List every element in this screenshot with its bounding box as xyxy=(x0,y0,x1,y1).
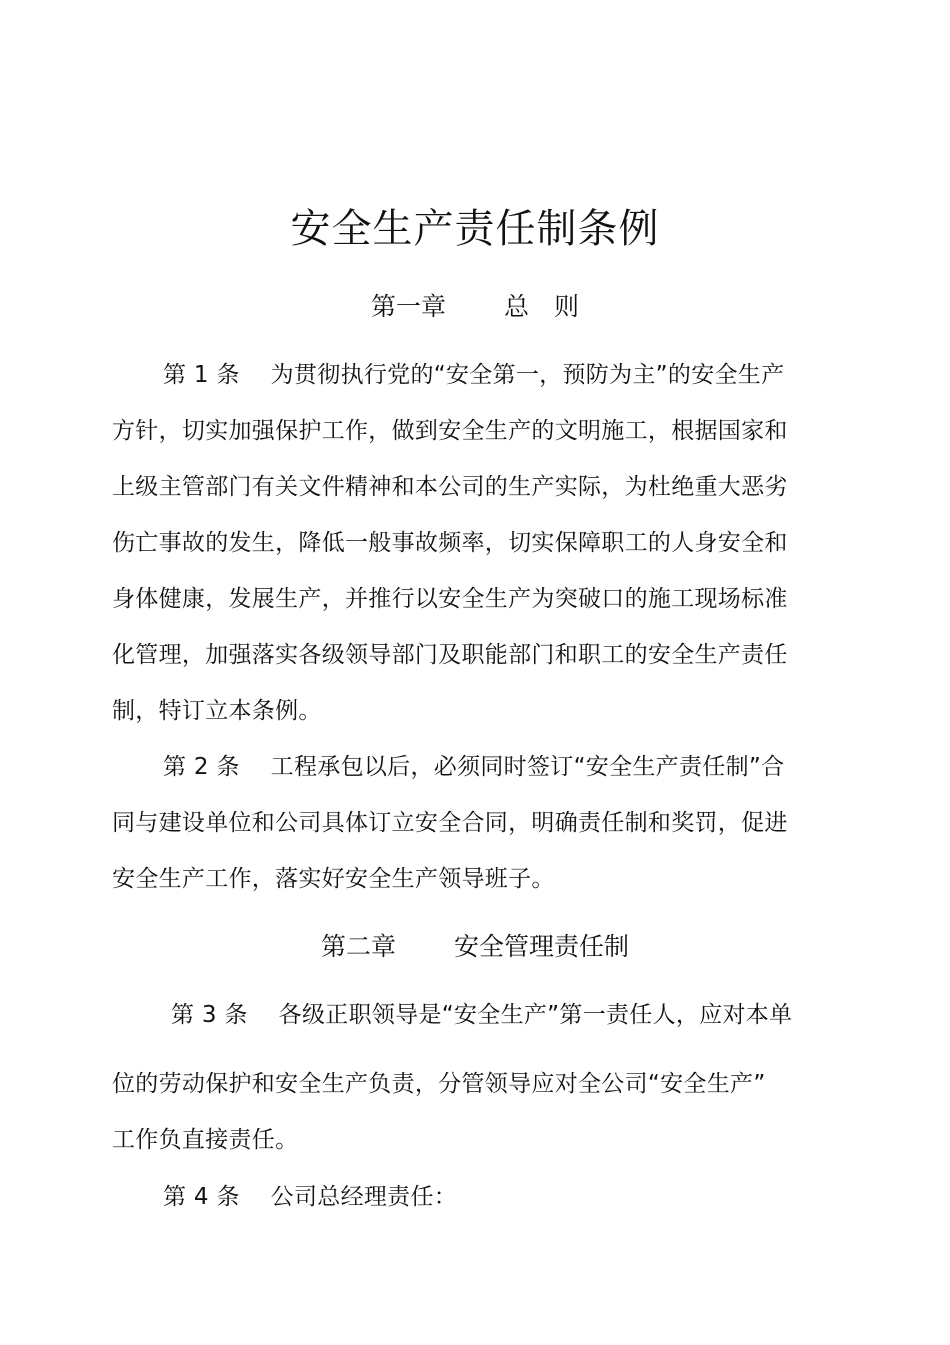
article-3-line-1: 第 3 条 各级正职领导是“安全生产”第一责任人，应对本单 xyxy=(171,1002,793,1028)
article-1-line-7: 制，特订立本条例。 xyxy=(112,698,322,724)
article-1-line-6: 化管理，加强落实各级领导部门及职能部门和职工的安全生产责任 xyxy=(112,642,788,668)
article-2-line-1: 第 2 条 工程承包以后，必须同时签订“安全生产责任制”合 xyxy=(163,754,785,780)
article-4-line-1: 第 4 条 公司总经理责任： xyxy=(163,1184,458,1210)
chapter-name: 安全管理责任制 xyxy=(453,932,629,961)
chapter-label: 第二章 xyxy=(321,932,397,961)
chapter-heading-2 xyxy=(0,930,950,964)
article-1-line-5: 身体健康，发展生产，并推行以安全生产为突破口的施工现场标准 xyxy=(112,586,788,612)
article-2-line-3: 安全生产工作，落实好安全生产领导班子。 xyxy=(112,866,555,892)
article-3-line-2: 位的劳动保护和安全生产负责，分管领导应对全公司“安全生产” xyxy=(112,1071,766,1097)
article-1-line-4: 伤亡事故的发生，降低一般事故频率，切实保障职工的人身安全和 xyxy=(112,530,788,556)
chapter-heading-1 xyxy=(0,290,950,324)
article-3-line-3: 工作负直接责任。 xyxy=(112,1127,299,1153)
chapter-label: 第一章 xyxy=(371,292,447,321)
article-2-line-2: 同与建设单位和公司具体订立安全合同，明确责任制和奖罚，促进 xyxy=(112,810,788,836)
article-1-line-1: 第 1 条 为贯彻执行党的“安全第一，预防为主”的安全生产 xyxy=(163,362,785,388)
chapter-name: 总 则 xyxy=(503,292,579,321)
article-1-line-3: 上级主管部门有关文件精神和本公司的生产实际，为杜绝重大恶劣 xyxy=(112,474,788,500)
document-title: 安全生产责任制条例 xyxy=(290,206,660,252)
article-1-line-2: 方针，切实加强保护工作，做到安全生产的文明施工，根据国家和 xyxy=(112,418,788,444)
